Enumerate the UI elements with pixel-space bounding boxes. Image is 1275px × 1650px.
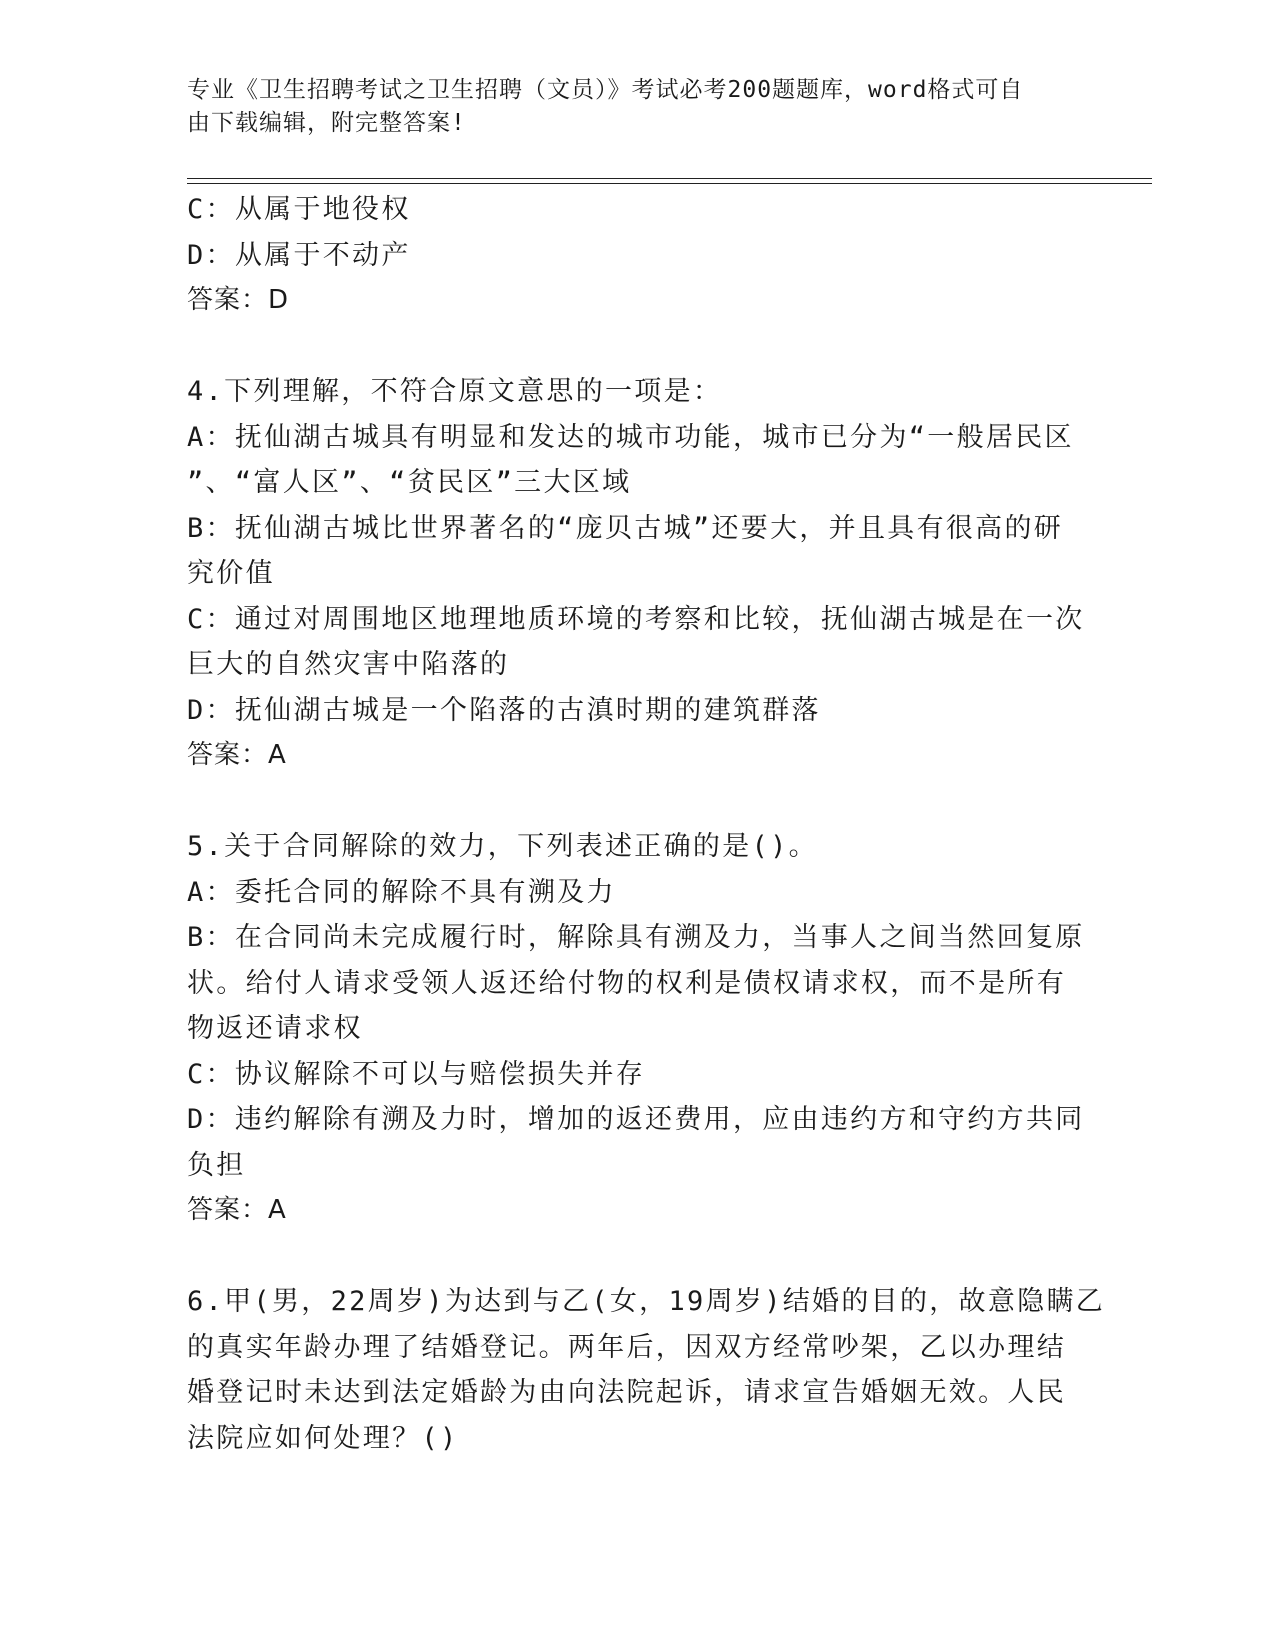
prev-question-block [187, 187, 1087, 324]
option-b-line-1: B：抚仙湖古城比世界著名的“庞贝古城”还要大，并且具有很高的研 [187, 512, 1064, 544]
answer-line: 答案：D [187, 285, 290, 315]
header-line-2: 由下载编辑，附完整答案! [187, 110, 466, 136]
option-c-line-1: C：协议解除不可以与赔偿损失并存 [187, 1058, 646, 1090]
option-d-line-1: D：抚仙湖古城是一个陷落的古滇时期的建筑群落 [187, 694, 821, 726]
question-stem: 5.关于合同解除的效力，下列表述正确的是()。 [187, 831, 818, 862]
document-header [187, 74, 1067, 140]
spacer [187, 1234, 1087, 1280]
option-c: C：从属于地役权 [187, 194, 411, 225]
answer-line: 答案：A [187, 740, 287, 770]
option-d-line-1: D：违约解除有溯及力时，增加的返还费用，应由违约方和守约方共同 [187, 1104, 1085, 1135]
option-c-line-1: C：通过对周围地区地理地质环境的考察和比较，抚仙湖古城是在一次 [187, 603, 1085, 635]
option-b-line-3: 物返还请求权 [187, 1013, 363, 1044]
question-stem-line-3: 婚登记时未达到法定婚龄为由向法院起诉，请求宣告婚姻无效。人民 [187, 1377, 1066, 1408]
option-b-line-2: 状。给付人请求受领人返还给付物的权利是债权请求权，而不是所有 [187, 967, 1066, 999]
spacer [187, 779, 1087, 825]
spacer [187, 324, 1087, 370]
option-d-line-2: 负担 [187, 1149, 246, 1181]
question-stem-line-4: 法院应如何处理？() [187, 1422, 459, 1454]
option-a-line-1: A：抚仙湖古城具有明显和发达的城市功能，城市已分为“一般居民区 [187, 421, 1074, 453]
question-stem-line-2: 的真实年龄办理了结婚登记。两年后，因双方经常吵架，乙以办理结 [187, 1331, 1066, 1363]
option-b-line-1: B：在合同尚未完成履行时，解除具有溯及力，当事人之间当然回复原 [187, 922, 1085, 953]
header-line-1: 专业《卫生招聘考试之卫生招聘（文员）》考试必考200题题库，word格式可自 [187, 77, 1024, 103]
option-b-line-2: 究价值 [187, 558, 275, 589]
option-a-line-1: A：委托合同的解除不具有溯及力 [187, 876, 616, 908]
question-4-block [187, 369, 1087, 779]
option-a-line-2: ”、“富人区”、“贫民区”三大区域 [187, 467, 632, 498]
header-rule-top [187, 178, 1152, 179]
question-stem-line-1: 6.甲(男，22周岁)为达到与乙(女，19周岁)结婚的目的，故意隐瞒乙 [187, 1286, 1106, 1317]
question-6-block [187, 1279, 1106, 1461]
answer-line: 答案：A [187, 1195, 287, 1225]
question-stem: 4.下列理解，不符合原文意思的一项是： [187, 376, 723, 407]
question-5-block [187, 824, 1087, 1234]
header-rule-bottom [187, 183, 1152, 184]
option-d: D：从属于不动产 [187, 239, 411, 271]
document-body [187, 187, 1106, 1461]
option-c-line-2: 巨大的自然灾害中陷落的 [187, 649, 510, 680]
